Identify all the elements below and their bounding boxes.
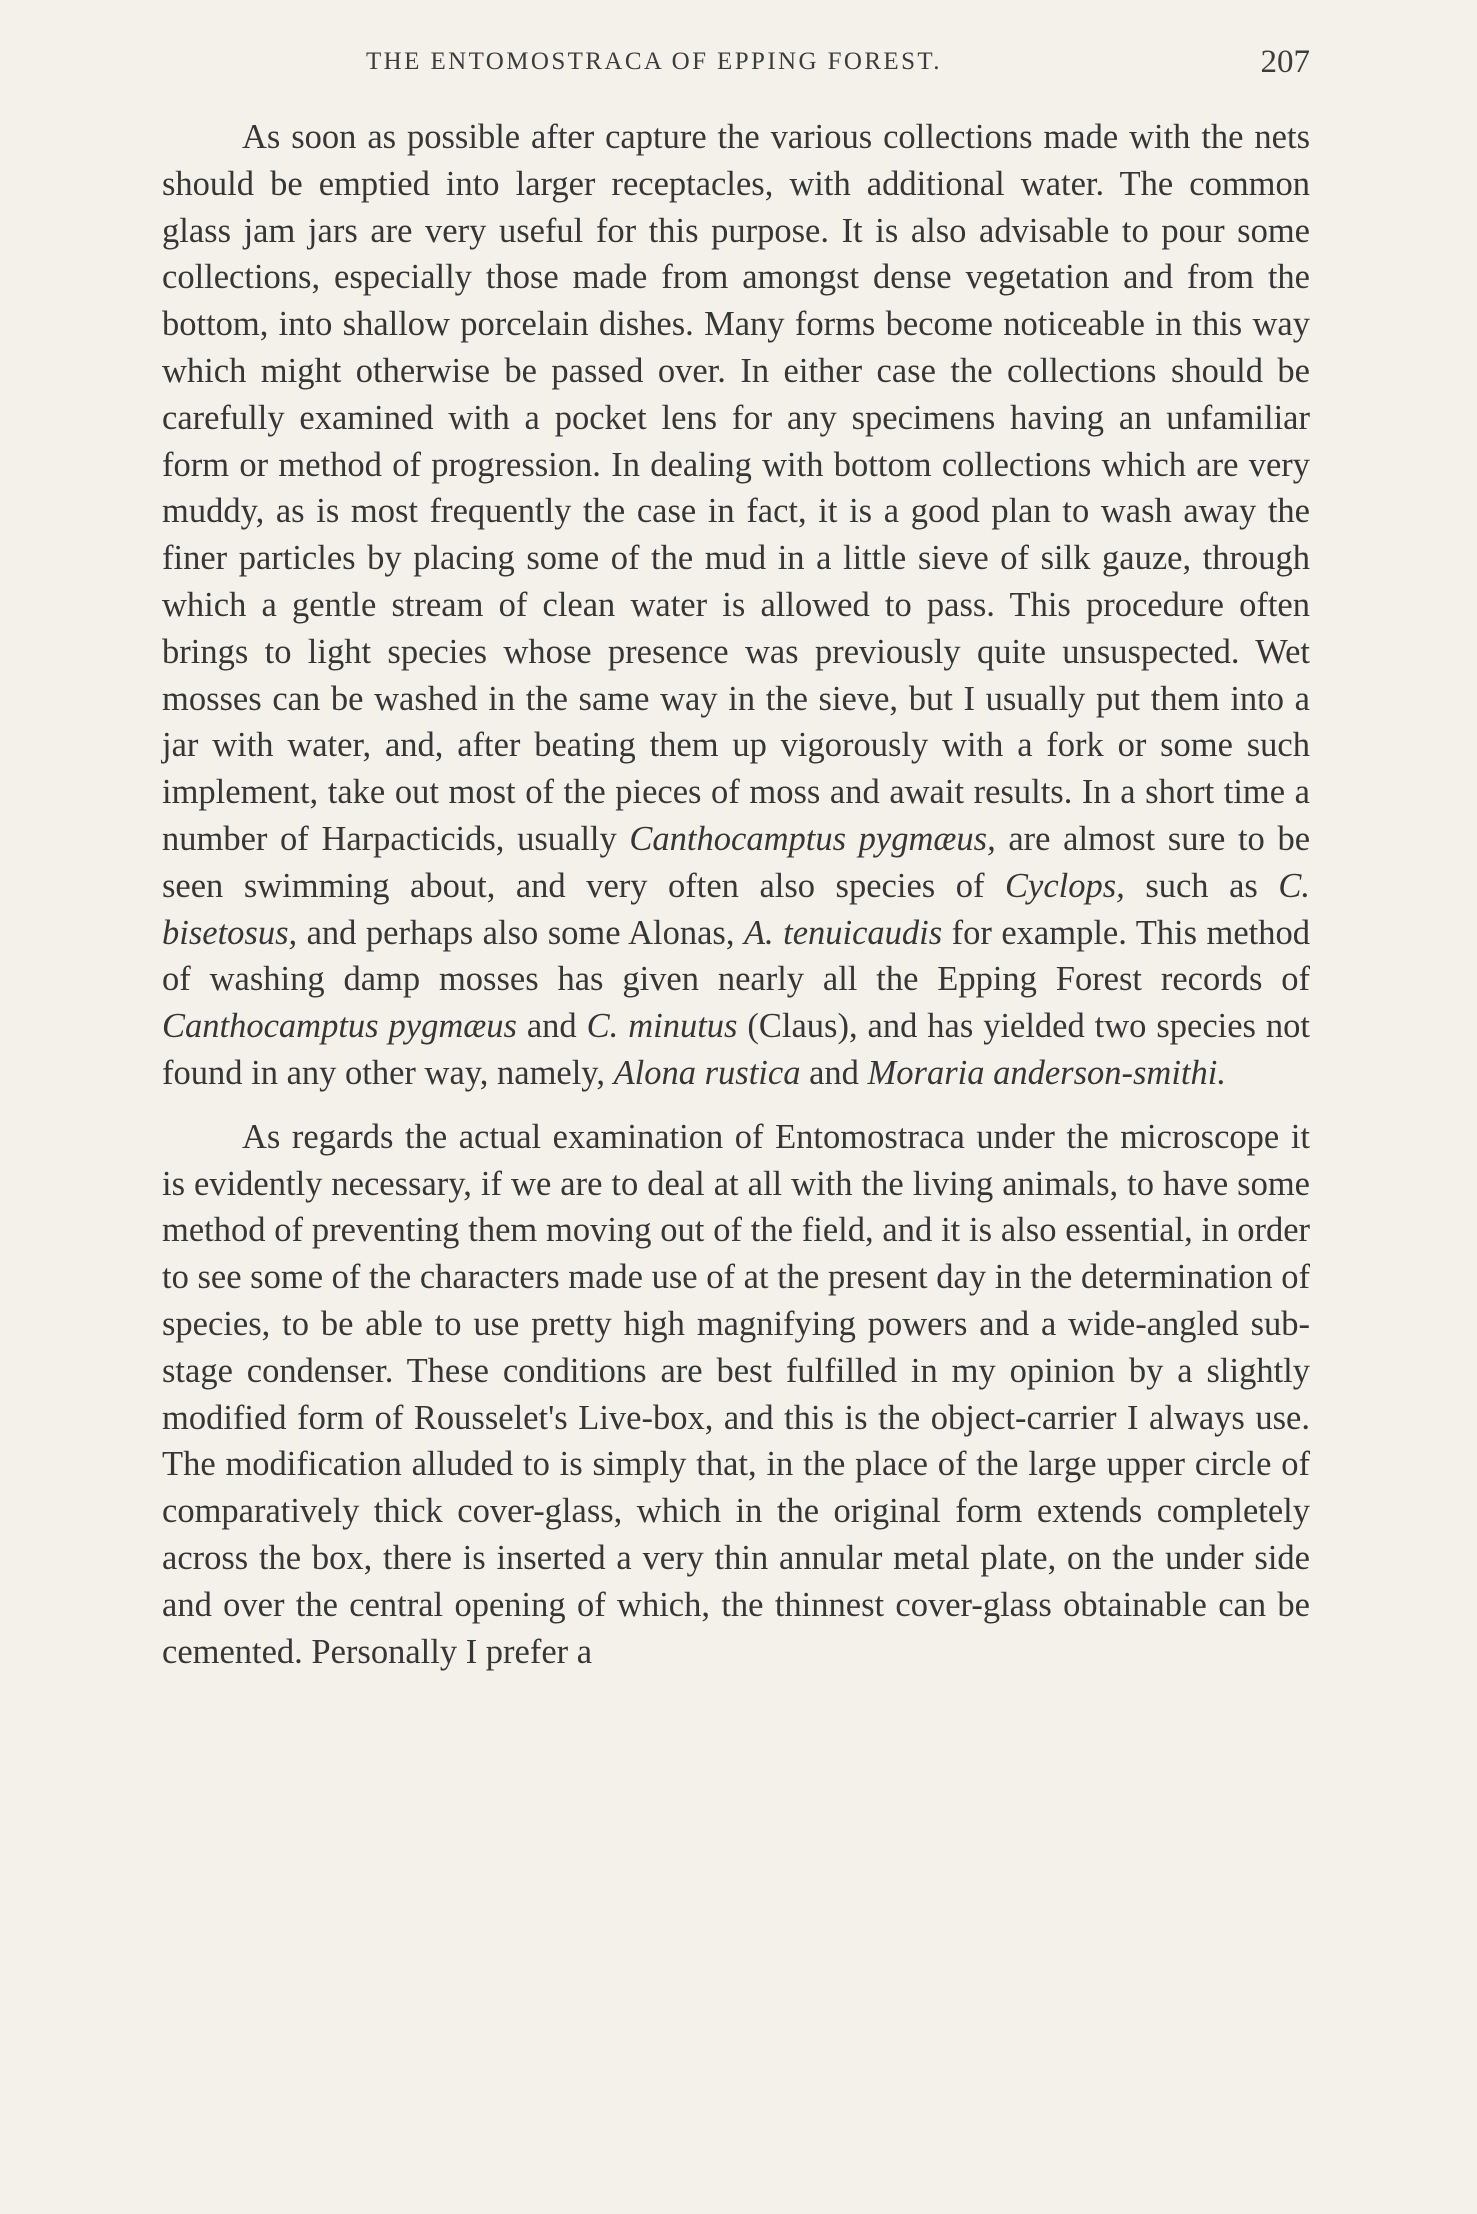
body-text (162, 114, 1310, 1675)
italic-species-name: C. bisetosus, (162, 866, 1310, 952)
paragraph (162, 1114, 1310, 1676)
italic-species-name: Alona rustica (613, 1053, 801, 1092)
italic-species-name: Cyclops, (1005, 866, 1125, 905)
italic-species-name: Moraria anderson-smithi. (867, 1053, 1226, 1092)
text-segment: (Claus), and has yielded two species not found in any other way, namely, (162, 1007, 1310, 1092)
text-segment: and (800, 1053, 868, 1092)
text-segment: and perhaps also some Alonas, (297, 913, 744, 952)
italic-species-name: C. minutus (586, 1007, 738, 1046)
text-segment: As soon as possible after capture the various collections made with the nets should be emptied into larger receptacles, with additional water. The common glass jam jars are very useful for this purpose. It is also advisable to pour some collections, especially those made from amongst dense vegetation and from the bottom, into shallow porcelain dishes. Many forms become noticeable in this way which might otherwise be passed over. In either case the collections should be carefully examined with a pocket lens for any specimens having an unfamiliar form or method of progression. In dealing with bottom collections which are very muddy, as is most frequently the case in fact, it is a good plan to wash away the finer particles by placing some of the mud in a little sieve of silk gauze, through which a gentle stream of clean water is allowed to pass. This procedure often brings to light species whose presence was previously quite unsuspected. Wet mosses can be washed in the same way in the sieve, but I usually put them into a jar with water, and, after beating them up vigorously with a fork or some such implement, take out most of the pieces of moss and await results. In a short time a number of Harpacticids, usually (162, 118, 1310, 858)
italic-species-name: A. tenuicaudis (743, 913, 943, 952)
paragraph (162, 114, 1310, 1097)
italic-species-name: Canthocamptus pygmæus, (629, 819, 996, 858)
running-title: THE ENTOMOSTRACA OF EPPING FOREST. (366, 48, 942, 75)
page-header (162, 44, 1310, 84)
text-segment: and (516, 1007, 587, 1046)
text-segment: As regards the actual examination of Entomostraca under the microscope it is evidently necessary, if we are to deal at all with the living animals, to have some method of preventing them moving out of the field, and it is also essential, in order to see some of the characters made use of at the present day in the determination of species, to be able to use pretty high magnifying powers and a wide-angled sub-stage condenser. These conditions are best fulfilled in my opinion by a slightly modified form of Rousselet's Live-box, and this is the object-carrier I always use. The modification alluded to is simply that, in the place of the large upper circle of comparatively thick cover-glass, which in the original form extends completely across the box, there is inserted a very thin annular metal plate, on the under side and over the central opening of which, the thinnest cover-glass obtainable can be cemented. Personally I prefer a (162, 1117, 1310, 1671)
text-segment: for example. This method of washing damp mosses has given nearly all the Epping Forest records of (162, 913, 1310, 999)
text-segment: are almost sure to be seen swimming about, and very often also species of (162, 819, 1311, 905)
text-segment: such as (1124, 866, 1279, 905)
page-number: 207 (1260, 44, 1310, 80)
italic-species-name: Canthocamptus pygmæus (162, 1007, 517, 1046)
